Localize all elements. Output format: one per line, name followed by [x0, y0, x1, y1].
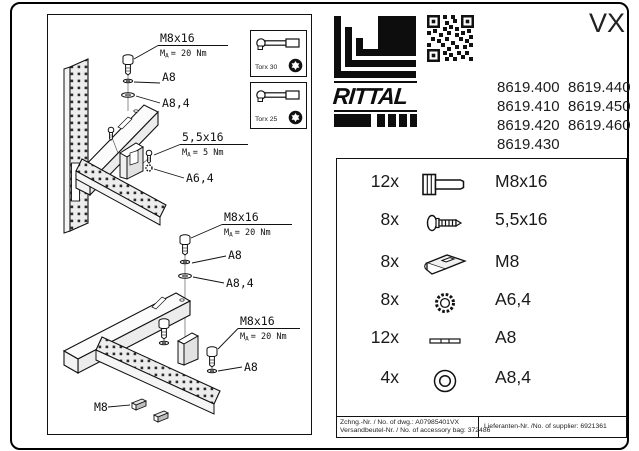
m8-screw-glyph [207, 347, 217, 367]
part-qty: 8x [380, 251, 399, 271]
part-qty: 12x [370, 171, 399, 191]
punched-rail [96, 337, 220, 404]
part-name: A6,4 [495, 289, 531, 309]
parts-row [337, 209, 626, 243]
m8-screw-glyph [123, 55, 133, 75]
label-torque-20: MA = 20 Nm [224, 228, 271, 239]
model-number-column [568, 78, 631, 135]
rittal-logo-symbol [334, 16, 416, 78]
label-a8: A8 [228, 248, 242, 262]
flat-washer-side-icon [427, 328, 463, 354]
accessory-bag-number: 372486 [467, 427, 491, 434]
torque-wrench-icon [254, 34, 302, 54]
part-name: 5,5x16 [495, 209, 548, 229]
part-qty: 4x [380, 367, 399, 387]
a8-washer-glyph [123, 79, 132, 83]
label-torque-5: MA = 5 Nm [182, 148, 224, 159]
label-m8x16: M8x16 [240, 314, 275, 328]
assembly-diagram-panel [47, 14, 312, 435]
socket-head-screw-icon [422, 172, 468, 198]
supplier-number: 6921361 [580, 423, 607, 430]
logo-rule [334, 110, 417, 112]
model-number: 8619.430 [497, 136, 560, 153]
m8-screw-glyph [180, 235, 190, 255]
parts-row [337, 327, 626, 361]
parts-row [337, 367, 626, 401]
a8-washer-glyph [207, 369, 216, 373]
title-block-left-cell [337, 417, 491, 437]
part-qty: 12x [370, 327, 399, 347]
label-a84: A8,4 [226, 276, 254, 290]
supplier-number-label: Lieferanten-Nr. /No. of supplier: [484, 423, 579, 430]
label-m8-nut: M8 [94, 400, 108, 414]
title-block [337, 416, 626, 437]
part-name: M8x16 [495, 171, 548, 191]
model-number: 8619.440 [568, 79, 631, 96]
a8-washer-glyph [159, 341, 168, 345]
tool-label: Torx 30 [255, 64, 278, 71]
logo-bar [334, 114, 417, 127]
model-number: 8619.420 [497, 117, 560, 134]
adapter-block [178, 333, 198, 365]
part-qty: 8x [380, 209, 399, 229]
vertical-rail [70, 59, 88, 231]
serrated-washer-icon [431, 290, 459, 316]
parts-row [337, 251, 626, 285]
torx-bit-icon [288, 58, 303, 73]
parts-list [336, 158, 627, 438]
part-qty: 8x [380, 289, 399, 309]
rittal-wordmark: RITTAL [331, 83, 409, 109]
label-a84: A8,4 [162, 96, 190, 110]
label-torque-20: MA = 20 Nm [240, 332, 287, 343]
accessory-bag-label: Versandbeutel-Nr. / No. of accessory bag: [340, 427, 466, 434]
label-a8: A8 [162, 70, 176, 84]
parts-row [337, 171, 626, 205]
label-55x16: 5,5x16 [182, 130, 224, 144]
a8-washer-glyph [180, 260, 189, 264]
lower-assembly-view [64, 210, 300, 422]
assembly-diagram [48, 15, 308, 431]
flat-washer-top-icon [431, 367, 459, 395]
model-number-column [497, 78, 560, 154]
tool-callout-torx30 [250, 30, 307, 77]
label-torque-20: MA = 20 Nm [160, 49, 207, 60]
drawing-number: A07985401VX [415, 419, 460, 426]
product-series: VX [588, 8, 625, 38]
parts-row [337, 289, 626, 323]
a64-washer-glyph [146, 165, 152, 171]
label-a8: A8 [244, 360, 258, 374]
tapping-screw-glyph [146, 150, 152, 163]
label-m8x16: M8x16 [160, 31, 195, 45]
clip-nut-icon [423, 252, 467, 278]
model-number: 8619.450 [568, 98, 631, 115]
model-number: 8619.460 [568, 117, 631, 134]
clip-nut-glyph [132, 399, 146, 410]
title-block-right-cell [479, 417, 626, 437]
tapping-screw-icon [425, 210, 465, 236]
a84-washer-glyph [179, 274, 192, 279]
part-name: A8,4 [495, 367, 531, 387]
a84-washer-glyph [122, 93, 135, 98]
clip-nut-glyph [154, 411, 168, 422]
part-name: A8 [495, 327, 517, 347]
label-a64: A6,4 [186, 171, 214, 185]
label-m8x16: M8x16 [224, 210, 259, 224]
upper-assembly-view [64, 31, 248, 233]
model-number: 8619.400 [497, 79, 560, 96]
part-name: M8 [495, 251, 520, 271]
torque-wrench-icon [254, 86, 302, 106]
torx-bit-icon [288, 110, 303, 125]
tool-label: Torx 25 [255, 116, 278, 123]
model-number: 8619.410 [497, 98, 560, 115]
drawing-number-label: Zchng.-Nr. / No. of dwg.: [340, 419, 414, 426]
tool-callout-torx25 [250, 82, 307, 129]
qr-code [427, 15, 474, 62]
